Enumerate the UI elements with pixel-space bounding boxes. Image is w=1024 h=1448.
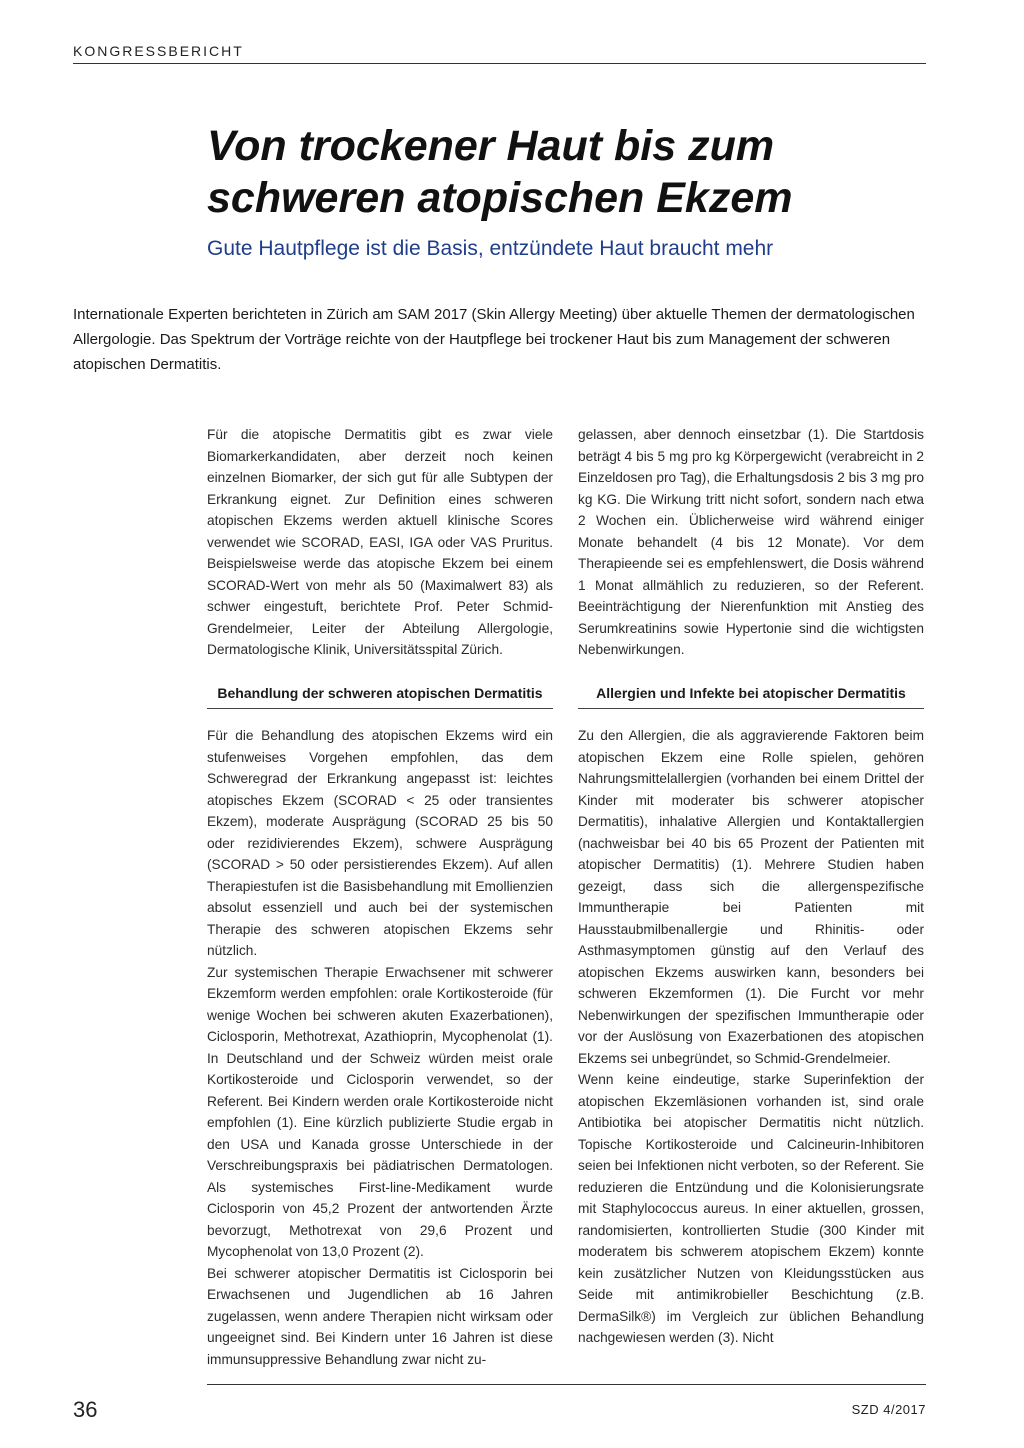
paragraph: gelassen, aber dennoch einsetzbar (1). Die Startdosis beträgt 4 bis 5 mg pro kg Körpergewicht (verabreicht in 2 Einzeldosen pro Tag), die Erhaltungsdosis 2 bis 3 mg pro kg KG. Die Wirkung tritt nicht sofort, sondern nach etwa 2 Wochen ein. Üblicherweise wird während einiger Monate behandelt (4 bis 12 Monate). Vor dem Therapieende sei es empfehlenswert, die Dosis während 1 Monat allmählich zu reduzieren, so der Referent. Beeinträchtigung der Nierenfunktion mit Anstieg des Serumkreatinins sowie Hypertonie sind die wichtigsten Nebenwirkungen.: [578, 427, 924, 657]
section-heading-allergies: Allergien und Infekte bei atopischer Dermatitis: [578, 685, 924, 709]
paragraph: Zu den Allergien, die als aggravierende Faktoren beim atopischen Ekzem eine Rolle spielen, gehören Nahrungsmittelallergien (vorhanden bei einem Drittel der Kinder mit moderater bis schwerer atopischer Dermatitis), inhalative Allergien und Kontaktallergien (nachweisbar bei 40 bis 65 Prozent der Patienten mit atopischer Dermatitis) (1). Mehrere Studien haben gezeigt, dass sich die allergenspezifische Immuntherapie bei Patienten mit Hausstaubmilbenallergie und Rhinitis- oder Asthmasymptomen günstig auf den Verlauf des atopischen Ekzems auswirken kann, besonders bei schweren Ekzemformen (1). Die Furcht vor mehr Nebenwirkungen der spezifischen Immuntherapie oder vor der Auslösung von Exazerbationen des atopischen Ekzems sei unbegründet, so Schmid-Grendelmeier.: [578, 728, 924, 1066]
paragraph: Für die Behandlung des atopischen Ekzems wird ein stufenweises Vorgehen empfohlen, das dem Schweregrad der Erkrankung angepasst ist: leichtes atopisches Ekzem (SCORAD < 25 oder transientes Ekzem), moderate Ausprägung (SCORAD 25 bis 50 oder rezidivierendes Ekzem), schwere Ausprägung (SCORAD > 50 oder persistierendes Ekzem). Auf allen Therapiestufen ist die Basisbehandlung mit Emollienzien absolut essenziell und auch bei der systemischen Therapie des schweren atopischen Ekzems sehr nützlich.: [207, 728, 553, 958]
paragraph: Für die atopische Dermatitis gibt es zwar viele Biomarkerkandidaten, aber derzeit noch keinen einzelnen Biomarker, der sich gut für alle Subtypen der Erkrankung eignet. Zur Definition eines schweren atopischen Ekzems werden aktuell klinische Scores verwendet wie SCORAD, EASI, IGA oder VAS Pruritus. Beispielsweise werde das atopische Ekzem bei einem SCORAD-Wert von mehr als 50 (Maximalwert 83) als schwer eingestuft, berichtete Prof. Peter Schmid-Grendelmeier, Leiter der Abteilung Allergologie, Dermatologische Klinik, Universitätsspital Zürich.: [207, 427, 553, 657]
column-left-body: [207, 725, 553, 1370]
section-label: KONGRESSBERICHT: [73, 43, 244, 59]
header-divider: [73, 63, 926, 64]
section-heading-treatment: Behandlung der schweren atopischen Dermatitis: [207, 685, 553, 709]
footer-divider: [207, 1384, 926, 1385]
paragraph: Bei schwerer atopischer Dermatitis ist Ciclosporin bei Erwachsenen und Jugendlichen ab 16 Jahren zugelassen, wenn andere Therapien nicht wirksam oder ungeeignet sind. Bei Kindern unter 16 Jahren ist diese immunsuppressive Behandlung zwar nicht zu-: [207, 1265, 553, 1367]
page-number: 36: [73, 1397, 98, 1422]
issue-label: SZD 4/2017: [851, 1402, 926, 1417]
article-subtitle: Gute Hautpflege ist die Basis, entzündete Haut braucht mehr: [207, 237, 774, 260]
paragraph: Wenn keine eindeutige, starke Superinfektion der atopischen Ekzemläsionen vorhanden ist, sind orale Antibiotika bei atopischer Dermatitis nicht nützlich. Topische Kortikosteroide und Calcineurin-Inhibitoren seien bei Infektionen nicht verboten, so der Referent. Sie reduzieren die Entzündung und die Kolonisierungsrate mit Staphylococcus aureus. In einer aktuellen, grossen, randomisierten, kontrollierten Studie (300 Kinder mit moderatem bis schwerem atopischem Ekzem) konnte kein zusätzlicher Nutzen von Kleidungsstücken aus Seide mit antimikrobieller Beschichtung (z.B. DermaSilk®) im Vergleich zur üblichen Behandlung nachgewiesen werden (3). Nicht: [578, 1072, 924, 1345]
column-right-intro: [578, 424, 924, 661]
column-right-body: [578, 725, 924, 1349]
article-lead: Internationale Experten berichteten in Zürich am SAM 2017 (Skin Allergy Meeting) über aktuelle Themen der dermatologischen Allergologie. Das Spektrum der Vorträge reichte von der Hautpflege bei trockener Haut bis zum Management der schweren atopischen Dermatitis.: [73, 306, 915, 373]
column-left-intro: [207, 424, 553, 661]
paragraph: Zur systemischen Therapie Erwachsener mit schwerer Ekzemform werden empfohlen: orale Kortikosteroide (für wenige Wochen bei schweren akuten Exazerbationen), Ciclosporin, Methotrexat, Azathioprin, Mycophenolat (1). In Deutschland und der Schweiz würden meist orale Kortikosteroide und Ciclosporin verwendet, so der Referent. Bei Kindern werden orale Kortikosteroide nicht empfohlen (1). Eine kürzlich publizierte Studie ergab in den USA und Kanada grosse Unterschiede in der Verschreibungspraxis bei pädiatrischen Dermatologen. Als systemisches First-line-Medikament wurde Ciclosporin von 45,2 Prozent der antwortenden Ärzte bevorzugt, Methotrexat von 29,6 Prozent und Mycophenolat von 13,0 Prozent (2).: [207, 964, 553, 1259]
article-title: Von trockener Haut bis zum schweren atopischen Ekzem: [207, 122, 793, 222]
